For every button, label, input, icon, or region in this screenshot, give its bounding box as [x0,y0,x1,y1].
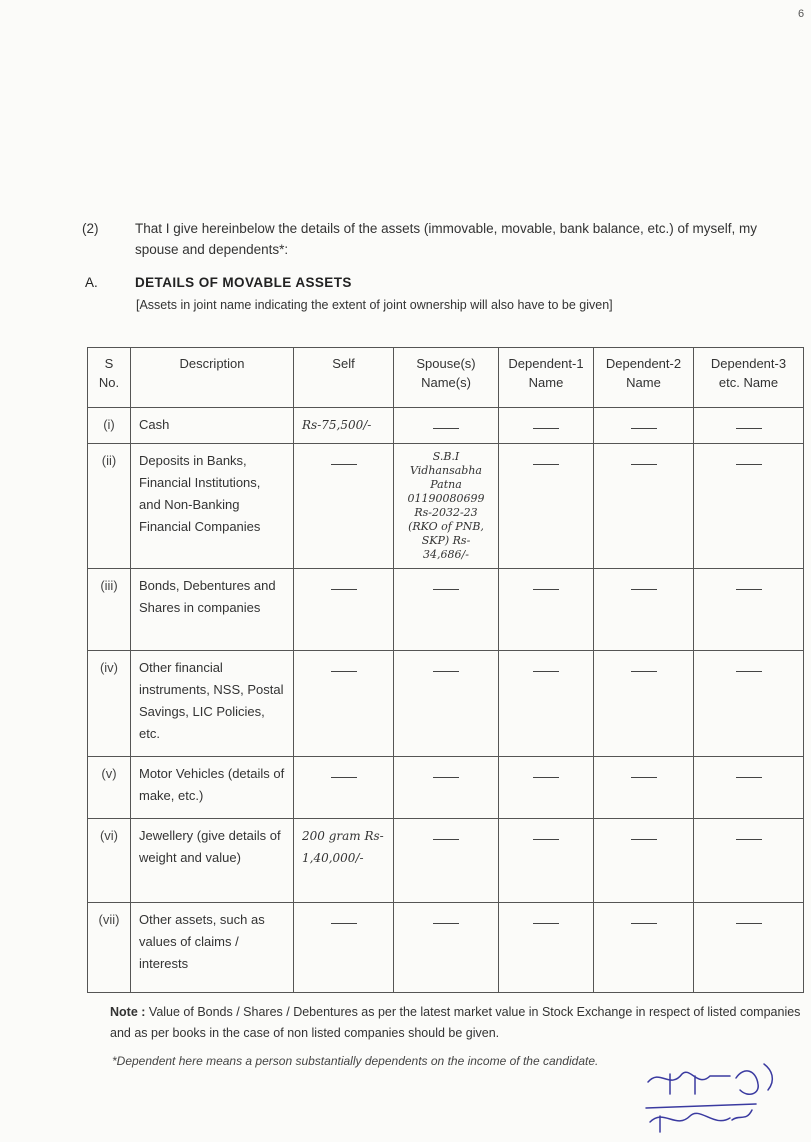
dash-mark [736,428,762,429]
row-dependent-1 [499,819,594,903]
row-dependent-1 [499,903,594,993]
dash-mark [433,923,459,924]
table-row [88,757,804,819]
header-dependent-1: Dependent-1 Name [499,348,594,408]
page-number: 6 [798,8,805,20]
row-dependent-3 [694,408,804,444]
row-sno: (vi) [88,819,131,903]
dash-mark [736,839,762,840]
row-dependent-2 [594,819,694,903]
row-dependent-1 [499,444,594,569]
dash-mark [433,777,459,778]
dash-mark [631,777,657,778]
row-dependent-3 [694,444,804,569]
row-dependent-2 [594,444,694,569]
header-sno: S No. [88,348,131,408]
handwritten-entry: Rs-75,500/- [302,418,372,432]
dash-mark [533,589,559,590]
row-spouse [394,757,499,819]
dash-mark [533,464,559,465]
dash-mark [433,671,459,672]
dash-mark [736,464,762,465]
dash-mark [736,777,762,778]
header-dependent-3: Dependent-3 etc. Name [694,348,804,408]
section-title: DETAILS OF MOVABLE ASSETS [135,275,352,290]
table-row [88,903,804,993]
dependent-note: *Dependent here means a person substantially dependents on the income of the candidate. [112,1054,599,1068]
handwritten-signature [640,1060,790,1140]
row-dependent-3 [694,569,804,651]
dash-mark [736,671,762,672]
dash-mark [533,428,559,429]
row-dependent-1 [499,757,594,819]
movable-assets-table [87,347,804,993]
row-dependent-3 [694,903,804,993]
row-description: Motor Vehicles (details of make, etc.) [131,757,294,819]
dash-mark [736,589,762,590]
row-self [294,651,394,757]
header-dependent-2: Dependent-2 Name [594,348,694,408]
row-spouse [394,408,499,444]
dash-mark [331,464,357,465]
dash-mark [631,428,657,429]
dash-mark [533,923,559,924]
dash-mark [533,777,559,778]
table-header-row [88,348,804,408]
row-sno: (i) [88,408,131,444]
row-spouse [394,569,499,651]
section-letter: A. [85,275,98,290]
table-row [88,651,804,757]
section-subnote: [Assets in joint name indicating the extent of joint ownership will also have to be given] [136,298,613,312]
row-sno: (iv) [88,651,131,757]
dash-mark [631,589,657,590]
dash-mark [631,464,657,465]
row-dependent-2 [594,757,694,819]
row-description: Other assets, such as values of claims / interests [131,903,294,993]
dash-mark [433,589,459,590]
row-self [294,757,394,819]
row-sno: (vii) [88,903,131,993]
row-spouse [394,819,499,903]
dash-mark [433,839,459,840]
dash-mark [433,428,459,429]
row-dependent-1 [499,569,594,651]
row-sno: (ii) [88,444,131,569]
row-sno: (iii) [88,569,131,651]
row-dependent-3 [694,651,804,757]
row-description: Cash [131,408,294,444]
row-self [294,819,394,903]
dash-mark [631,923,657,924]
row-dependent-1 [499,651,594,757]
row-sno: (v) [88,757,131,819]
row-self [294,408,394,444]
row-dependent-2 [594,903,694,993]
row-dependent-1 [499,408,594,444]
dash-mark [533,671,559,672]
row-dependent-2 [594,569,694,651]
dash-mark [736,923,762,924]
paragraph-number: (2) [82,221,99,236]
handwritten-entry: S.B.I Vidhansabha Patna 01190080699 Rs-2032-23 (RKO of PNB, SKP) Rs-34,686/- [407,450,485,561]
dash-mark [331,671,357,672]
row-description: Deposits in Banks, Financial Institutions, and Non-Banking Financial Companies [131,444,294,569]
header-description: Description [131,348,294,408]
row-dependent-3 [694,757,804,819]
table-row [88,444,804,569]
table-row [88,569,804,651]
valuation-note [110,1002,810,1044]
dash-mark [631,671,657,672]
row-dependent-3 [694,819,804,903]
row-dependent-2 [594,651,694,757]
row-description: Bonds, Debentures and Shares in companies [131,569,294,651]
dash-mark [631,839,657,840]
note-label: Note : [110,1005,146,1019]
row-dependent-2 [594,408,694,444]
row-spouse [394,444,499,569]
row-description: Jewellery (give details of weight and value) [131,819,294,903]
row-self [294,569,394,651]
dash-mark [533,839,559,840]
note-text: Value of Bonds / Shares / Debentures as per the latest market value in Stock Exchange in respect of listed companies and as per books in the case of non listed companies should be given. [110,1005,801,1040]
header-spouse: Spouse(s) Name(s) [394,348,499,408]
row-description: Other financial instruments, NSS, Postal Savings, LIC Policies, etc. [131,651,294,757]
paragraph-text: That I give hereinbelow the details of the assets (immovable, movable, bank balance, etc.) of myself, my spouse and dependents*: [135,221,758,257]
row-spouse [394,903,499,993]
row-spouse [394,651,499,757]
table-row [88,819,804,903]
dash-mark [331,777,357,778]
handwritten-entry: 200 gram Rs-1,40,000/- [302,829,384,865]
header-self: Self [294,348,394,408]
dash-mark [331,589,357,590]
row-self [294,903,394,993]
dash-mark [331,923,357,924]
row-self [294,444,394,569]
table-row [88,408,804,444]
